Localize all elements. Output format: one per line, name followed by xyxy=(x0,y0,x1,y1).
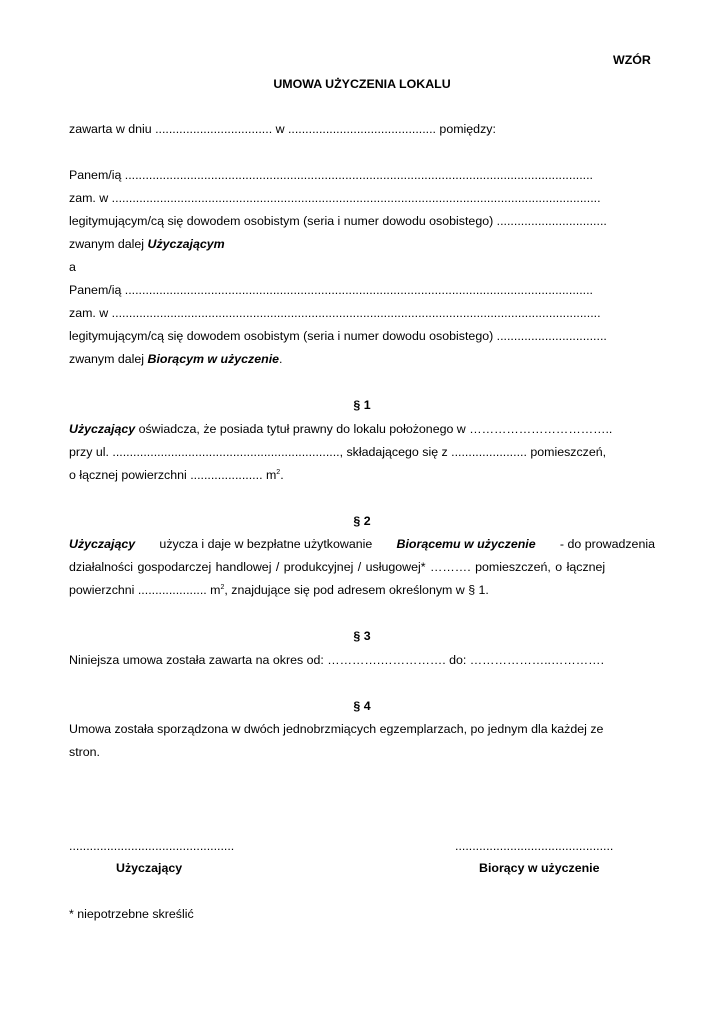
section2-line1 xyxy=(69,536,655,552)
section2-line3 xyxy=(69,582,489,598)
section1-line2: przy ul. .................................................................., składającego się z ...................... pomieszczeń, xyxy=(69,445,607,459)
section2-line2: działalności gospodarczej handlowej / produkcyjnej / usługowej* ………. pomieszczeń, o łącznej xyxy=(69,560,606,574)
section1-line3 xyxy=(69,467,284,483)
section2-lender: Użyczający xyxy=(69,537,136,551)
section2-heading: § 2 xyxy=(353,514,371,528)
section2-line3-end: , znajdujące się pod adresem określonym w § 1. xyxy=(224,583,489,597)
party1-called-line xyxy=(69,236,225,252)
section4-heading: § 4 xyxy=(353,699,371,713)
section1-line1 xyxy=(69,421,612,437)
section3-line1: Niniejsza umowa została zawarta na okres od: ………….……………. do: ………………..…………. xyxy=(69,653,605,667)
party2-address-line: zam. w .............................................................................................................................................. xyxy=(69,306,601,320)
template-label: WZÓR xyxy=(613,53,651,67)
conjunction: a xyxy=(69,260,76,274)
document-title: UMOWA UŻYCZENIA LOKALU xyxy=(273,77,451,91)
borrower-signature-label: Biorący w użyczenie xyxy=(479,861,600,875)
intro-line: zawarta w dniu .................................. w ........................................... pomiędzy: xyxy=(69,122,496,136)
party1-name-line: Panem/ią ........................................................................................................................................ xyxy=(69,168,593,182)
party2-called-prefix: zwanym dalej xyxy=(69,352,148,366)
party1-id-line: legitymującym/cą się dowodem osobistym (seria i numer dowodu osobistego) ................................ xyxy=(69,214,607,228)
borrower-signature-line: .............................................. xyxy=(455,839,614,853)
party2-id-line: legitymującym/cą się dowodem osobistym (seria i numer dowodu osobistego) ................................ xyxy=(69,329,607,343)
party1-called-prefix: zwanym dalej xyxy=(69,237,148,251)
section2-borrower: Biorącemu w użyczenie xyxy=(396,537,536,551)
party2-called-line xyxy=(69,351,283,367)
section1-lender: Użyczający xyxy=(69,422,136,436)
section4-line1: Umowa została sporządzona w dwóch jednobrzmiących egzemplarzach, po jednym dla każdej ze xyxy=(69,722,604,736)
section4-line2: stron. xyxy=(69,745,100,759)
lender-signature-label: Użyczający xyxy=(116,861,183,875)
section2-area-text: powierzchni .................... m xyxy=(69,583,221,597)
party1-role: Użyczającym xyxy=(147,237,225,251)
section1-line1-text: oświadcza, że posiada tytuł prawny do lokalu położonego w …………………………….. xyxy=(135,422,613,436)
section1-area-text: o łącznej powierzchni ..................... m xyxy=(69,468,277,482)
party1-address-line: zam. w .............................................................................................................................................. xyxy=(69,191,601,205)
section2-line1-end: - do prowadzenia xyxy=(559,537,655,551)
section1-area-exponent: 2 xyxy=(276,468,281,476)
section3-heading: § 3 xyxy=(353,629,371,643)
party2-name-line: Panem/ią ........................................................................................................................................ xyxy=(69,283,593,297)
party2-called-suffix: . xyxy=(279,352,283,366)
section2-line1-mid: użycza i daje w bezpłatne użytkowanie xyxy=(159,537,373,551)
party2-role: Biorącym w użyczenie xyxy=(147,352,280,366)
section2-area-exponent: 2 xyxy=(220,583,225,591)
lender-signature-line: ................................................ xyxy=(69,839,235,853)
section1-heading: § 1 xyxy=(353,398,371,412)
section1-line3-end: . xyxy=(280,468,284,482)
footnote: * niepotrzebne skreślić xyxy=(69,907,194,921)
